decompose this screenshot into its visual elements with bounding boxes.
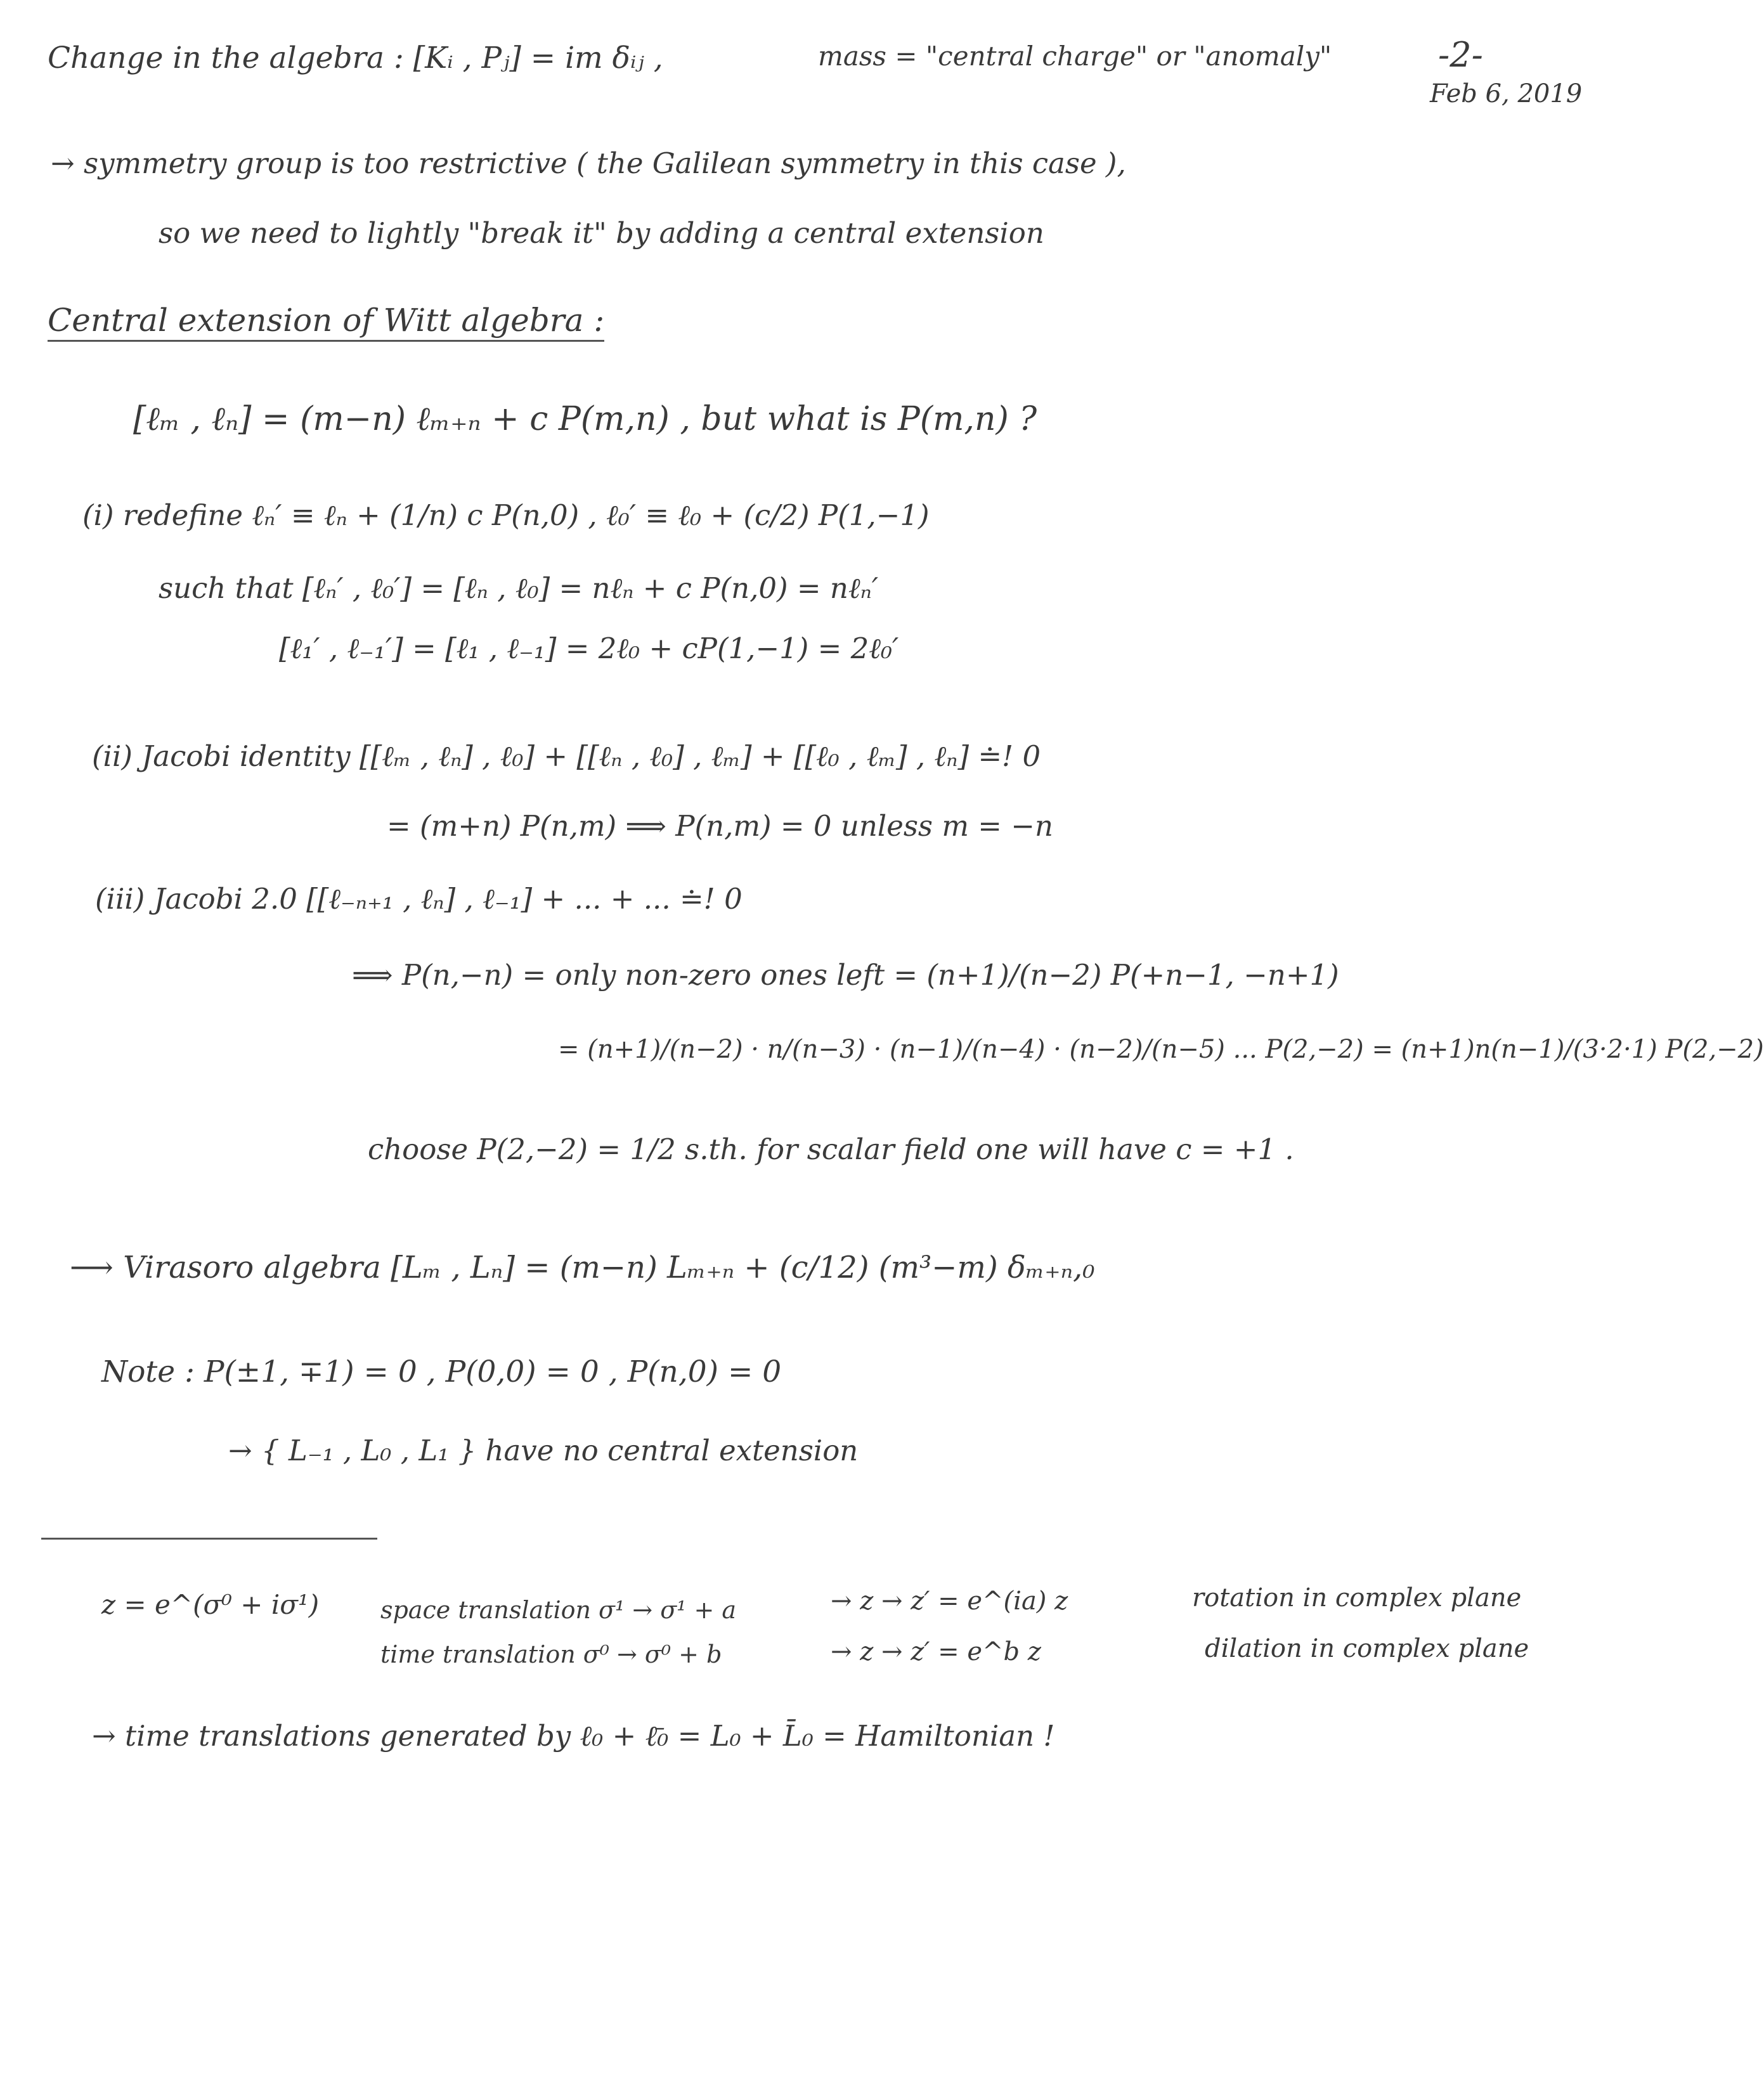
step-i-such-that: such that [ℓₙ′ , ℓ₀′] = [ℓₙ , ℓ₀] = nℓₙ + c P(n,0) = nℓₙ′ xyxy=(159,571,879,605)
choose-normalization: choose P(2,−2) = 1/2 s.th. for scalar field one will have c = +1 . xyxy=(368,1133,1294,1166)
space-translation: space translation σ¹ → σ¹ + a xyxy=(380,1596,737,1624)
line-symmetry-restrictive: → symmetry group is too restrictive ( the Galilean symmetry in this case ), xyxy=(51,146,1126,180)
heading-central-extension-witt: Central extension of Witt algebra : xyxy=(48,304,604,342)
note-no-central-extension: → { L₋₁ , L₀ , L₁ } have no central extension xyxy=(228,1434,859,1467)
line-break-it: so we need to lightly "break it" by adding a central extension xyxy=(159,216,1044,250)
time-translation: time translation σ⁰ → σ⁰ + b xyxy=(380,1640,722,1668)
eq-virasoro-algebra: ⟶ Virasoro algebra [Lₘ , Lₙ] = (m−n) Lₘ₊ₙ + (c/12) (m³−m) δₘ₊ₙ,₀ xyxy=(70,1250,1095,1285)
date: Feb 6, 2019 xyxy=(1430,79,1583,108)
page-number: -2- xyxy=(1438,35,1483,75)
divider-rule xyxy=(41,1538,377,1540)
eq-z-definition: z = e^(σ⁰ + iσ¹) xyxy=(101,1589,320,1620)
hamiltonian-statement: → time translations generated by ℓ₀ + ℓ̄₀ = L₀ + L̄₀ = Hamiltonian ! xyxy=(92,1719,1055,1753)
step-i-second-relation: [ℓ₁′ , ℓ₋₁′] = [ℓ₁ , ℓ₋₁] = 2ℓ₀ + cP(1,−1) = 2ℓ₀′ xyxy=(279,632,899,665)
eq-witt-central-extension: [ℓₘ , ℓₙ] = (m−n) ℓₘ₊ₙ + c P(m,n) , but what is P(m,n) ? xyxy=(133,400,1037,438)
line-mass-central-charge: mass = "central charge" or "anomaly" xyxy=(818,41,1332,72)
rotation-label: rotation in complex plane xyxy=(1192,1583,1522,1613)
note-vanishing-p: Note : P(±1, ∓1) = 0 , P(0,0) = 0 , P(n,0) = 0 xyxy=(101,1354,782,1389)
line-algebra-change: Change in the algebra : [Kᵢ , Pⱼ] = im δᵢⱼ , xyxy=(48,41,663,75)
step-iii-p-product: = (n+1)/(n−2) · n/(n−3) · (n−1)/(n−4) · (n−2)/(n−5) ... P(2,−2) = (n+1)n(n−1)/(3·2·1) P(2,−2) xyxy=(558,1035,1764,1064)
time-translation-map: → z → z′ = e^b z xyxy=(831,1637,1041,1666)
step-ii-result: = (m+n) P(n,m) ⟹ P(n,m) = 0 unless m = −n xyxy=(387,809,1053,843)
step-ii-jacobi: (ii) Jacobi identity [[ℓₘ , ℓₙ] , ℓ₀] + [[ℓₙ , ℓ₀] , ℓₘ] + [[ℓ₀ , ℓₘ] , ℓₙ] ≐! 0 xyxy=(92,739,1041,773)
step-iii-jacobi: (iii) Jacobi 2.0 [[ℓ₋ₙ₊₁ , ℓₙ] , ℓ₋₁] + ... + ... ≐! 0 xyxy=(95,882,743,916)
space-translation-map: → z → z′ = e^(ia) z xyxy=(831,1587,1068,1616)
step-iii-p-recursion: ⟹ P(n,−n) = only non-zero ones left = (n+1)/(n−2) P(+n−1, −n+1) xyxy=(352,958,1339,992)
dilation-label: dilation in complex plane xyxy=(1205,1634,1529,1663)
step-i-redefine: (i) redefine ℓₙ′ ≡ ℓₙ + (1/n) c P(n,0) , ℓ₀′ ≡ ℓ₀ + (c/2) P(1,−1) xyxy=(82,498,930,532)
